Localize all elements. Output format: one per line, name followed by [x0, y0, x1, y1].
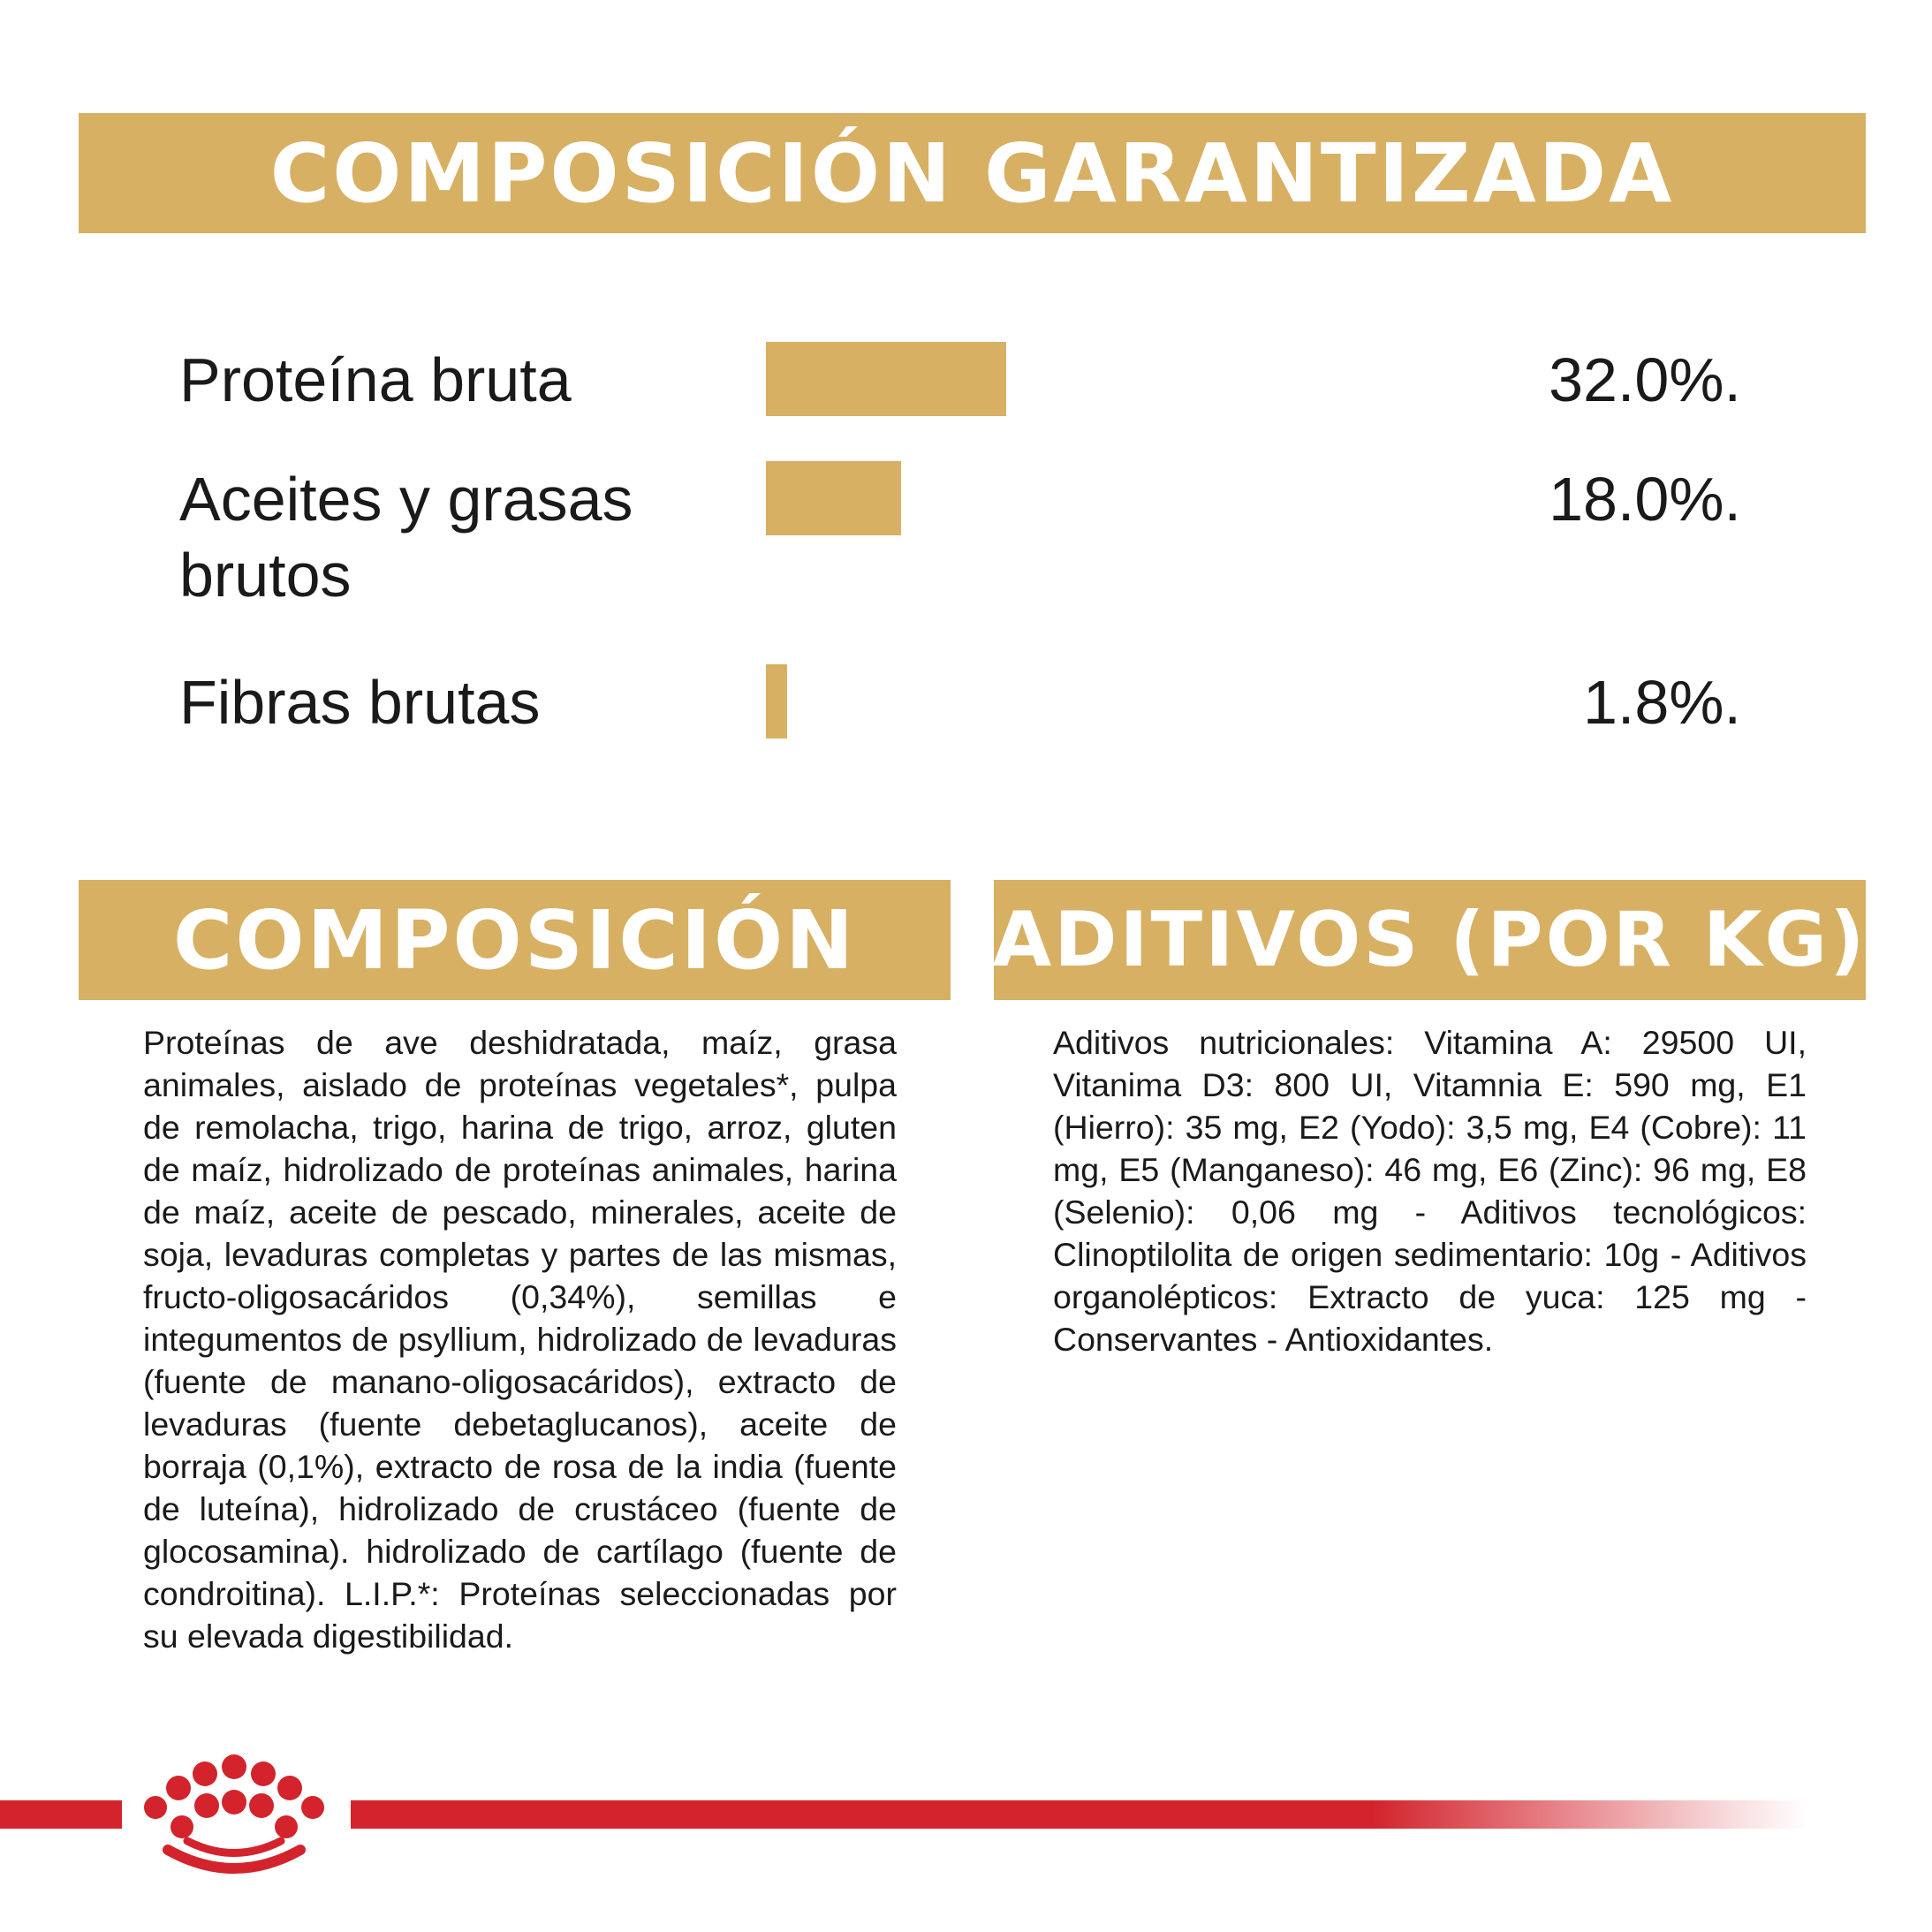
nutrient-label: Aceites y grasas brutos [179, 465, 633, 610]
nutrient-value: 1.8%. [1583, 668, 1741, 737]
footer-red-line-left [0, 1800, 122, 1829]
additives-title: ADITIVOS (POR KG) [992, 896, 1868, 984]
additives-header [994, 880, 1866, 1000]
nutrient-bar [766, 342, 1006, 416]
composition-paragraph: Proteínas de ave deshidratada, maíz, grasa animales, aislado de proteínas vegetales*, pulpa de remolacha, trigo, harina de trigo, arroz, gluten de maíz, hidrolizado de proteínas animales, harina de maíz, aceite de pescado, minerales, aceite de soja, levaduras completas y partes de las mismas, fructo-oligosacáridos (0,34%), semillas e integumentos de psyllium, hidrolizado de levaduras (fuente de manano-oligosacáridos), extracto de levaduras (fuente debetaglucanos), aceite de borraja (0,1%), extracto de rosa de la india (fuente de luteína), hidrolizado de crustáceo (fuente de glocosamina). hidrolizado de cartílago (fuente de condroitina). L.I.P.*: Proteínas seleccionadas por su elevada digestibilidad. [143, 1024, 897, 1655]
composition-header [79, 880, 951, 1000]
nutrient-bar [766, 461, 901, 535]
footer-red-line-right [351, 1800, 1808, 1829]
crown-logo-icon [133, 1754, 336, 1878]
nutrient-label: Proteína bruta [179, 345, 572, 414]
nutrient-bar [766, 664, 787, 739]
nutrient-label: Fibras brutas [179, 668, 541, 737]
guaranteed-composition-header [79, 113, 1866, 233]
composition-title: COMPOSICIÓN [172, 892, 857, 988]
nutrient-value: 32.0%. [1549, 345, 1741, 414]
additives-paragraph: Aditivos nutricionales: Vitamina A: 29500 UI, Vitanima D3: 800 UI, Vitamnia E: 590 mg, E1 (Hierro): 35 mg, E2 (Yodo): 3,5 mg, E4 (Cobre): 11 mg, E5 (Manganeso): 46 mg, E6 (Zinc): 96 mg, E8 (Selenio): 0,06 mg - Aditivos tecnológicos: Clinoptilolita de origen sedimentario: 10g - Aditivos organolépticos: Extracto de yuca: 125 mg - Conservantes - Antioxidantes. [1053, 1024, 1807, 1358]
guaranteed-composition-title: COMPOSICIÓN GARANTIZADA [269, 125, 1675, 221]
nutrient-value: 18.0%. [1549, 465, 1741, 534]
